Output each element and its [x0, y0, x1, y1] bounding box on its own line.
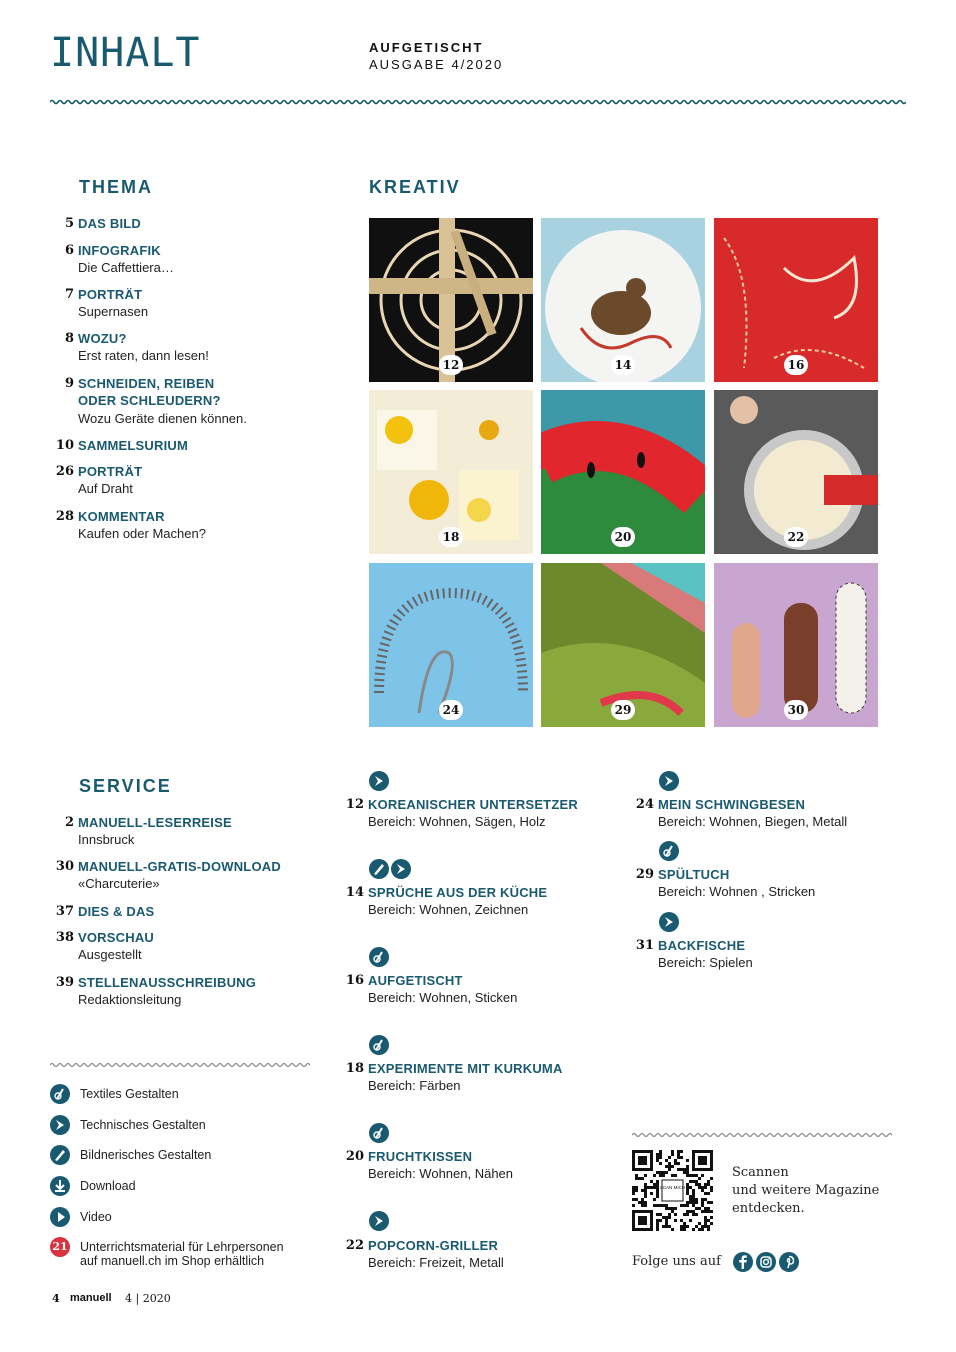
bildnerisches-icon — [369, 859, 389, 879]
page-number: 7 — [64, 287, 74, 302]
photo-page-badge: 18 — [439, 527, 463, 547]
photo-page-badge: 24 — [439, 700, 463, 720]
page-number: 16 — [345, 973, 364, 988]
entry-subtitle: Bereich: Spielen — [658, 955, 753, 970]
entry-title: INFOGRAFIK — [78, 243, 161, 258]
page-number: 31 — [635, 938, 654, 953]
unterricht-icon: 21 — [50, 1237, 70, 1257]
entry-title: DAS BILD — [78, 216, 141, 231]
page-number: 30 — [55, 859, 74, 874]
legend-divider — [50, 1062, 310, 1068]
photo-page-badge: 14 — [611, 355, 635, 375]
entry-title: DIES & DAS — [78, 904, 155, 919]
entry-subtitle: Supernasen — [78, 304, 149, 319]
entry-subtitle: Die Caffettiera… — [78, 260, 174, 275]
entry-subtitle: Bereich: Wohnen, Zeichnen — [368, 902, 529, 917]
photo-sprueche[interactable] — [541, 218, 705, 382]
entry-subtitle: Kaufen oder Machen? — [78, 526, 206, 541]
page-number: 29 — [635, 867, 654, 882]
header-divider — [50, 99, 906, 105]
legend-label: Technisches Gestalten — [80, 1118, 206, 1132]
entry-title: SAMMELSURIUM — [78, 438, 189, 453]
entry-subtitle: Ausgestellt — [78, 947, 142, 962]
entry-subtitle: Bereich: Wohnen , Stricken — [658, 884, 816, 899]
page-number: 38 — [55, 930, 74, 945]
textiles-icon — [369, 1035, 389, 1055]
legend-label: Download — [80, 1179, 136, 1193]
photo-fruchtkissen[interactable] — [541, 390, 705, 554]
qr-scan-label: SCAN MICH — [659, 1185, 686, 1190]
entry-subtitle: Bereich: Freizeit, Metall — [368, 1255, 504, 1270]
page-number: 9 — [64, 376, 74, 391]
page-number: 10 — [55, 438, 74, 453]
page-number: 6 — [64, 243, 74, 258]
footer-brand: manuell — [70, 1292, 112, 1304]
page-number: 12 — [345, 797, 364, 812]
qr-line1: Scannen — [732, 1165, 789, 1180]
photo-untersetzer[interactable] — [369, 218, 533, 382]
photo-spueltuch[interactable] — [541, 563, 705, 727]
technisches-icon — [50, 1115, 70, 1135]
pinterest-icon[interactable] — [779, 1252, 799, 1272]
textiles-icon — [659, 841, 679, 861]
entry-title-line2: ODER SCHLEUDERN? — [78, 393, 221, 408]
photo-schwingbesen[interactable] — [369, 563, 533, 727]
technisches-icon — [391, 859, 411, 879]
textiles-icon — [369, 1123, 389, 1143]
entry-title: SPÜLTUCH — [658, 867, 730, 882]
photo-page-badge: 20 — [611, 527, 635, 547]
page-number: 5 — [64, 216, 74, 231]
page-title: INHALT — [50, 30, 201, 76]
qr-code[interactable] — [632, 1150, 713, 1231]
entry-title: MEIN SCHWINGBESEN — [658, 797, 806, 812]
technisches-icon — [369, 771, 389, 791]
entry-title: WOZU? — [78, 331, 127, 346]
entry-title: PORTRÄT — [78, 287, 143, 302]
technisches-icon — [659, 771, 679, 791]
page-number: 18 — [345, 1061, 364, 1076]
bildnerisches-icon — [50, 1145, 70, 1165]
textiles-icon — [50, 1084, 70, 1104]
entry-subtitle: Wozu Geräte dienen können. — [78, 411, 247, 426]
service-heading: SERVICE — [79, 776, 172, 796]
entry-subtitle: Bereich: Wohnen, Nähen — [368, 1166, 514, 1181]
legend-label-line2: auf manuell.ch im Shop erhältlich — [80, 1254, 265, 1268]
photo-kurkuma[interactable] — [369, 390, 533, 554]
entry-title: AUFGETISCHT — [368, 973, 463, 988]
photo-page-badge: 30 — [784, 700, 808, 720]
page-number: 24 — [635, 797, 654, 812]
page-number: 8 — [64, 331, 74, 346]
footer-page-number: 4 — [52, 1292, 60, 1305]
photo-page-badge: 16 — [784, 355, 808, 375]
instagram-icon[interactable] — [756, 1252, 776, 1272]
legend-label: Textiles Gestalten — [80, 1087, 179, 1101]
entry-subtitle: Bereich: Wohnen, Sticken — [368, 990, 518, 1005]
legend-label: Video — [80, 1210, 112, 1224]
legend-label: Bildnerisches Gestalten — [80, 1148, 212, 1162]
page-number: 22 — [345, 1238, 364, 1253]
issue-label: AUSGABE 4/2020 — [369, 57, 504, 72]
entry-subtitle: Bereich: Wohnen, Biegen, Metall — [658, 814, 848, 829]
follow-label: Folge uns auf — [632, 1254, 721, 1269]
entry-title: FRUCHTKISSEN — [368, 1149, 473, 1164]
page-number: 2 — [64, 815, 74, 830]
page-number: 20 — [345, 1149, 364, 1164]
magazine-name: AUFGETISCHT — [369, 40, 484, 55]
page-number: 14 — [345, 885, 364, 900]
qr-line2: und weitere Magazine — [732, 1183, 880, 1198]
page-number: 39 — [55, 975, 74, 990]
entry-subtitle: Auf Draht — [78, 481, 133, 496]
entry-title: BACKFISCHE — [658, 938, 746, 953]
entry-title: STELLENAUSSCHREIBUNG — [78, 975, 257, 990]
qr-line3: entdecken. — [732, 1201, 805, 1216]
entry-title: VORSCHAU — [78, 930, 154, 945]
photo-aufgetischt[interactable] — [714, 218, 878, 382]
footer-issue: 4 | 2020 — [125, 1292, 171, 1305]
entry-title: SPRÜCHE AUS DER KÜCHE — [368, 885, 548, 900]
thema-heading: THEMA — [79, 177, 153, 197]
technisches-icon — [369, 1211, 389, 1231]
photo-page-badge: 29 — [611, 700, 635, 720]
textiles-icon — [369, 947, 389, 967]
download-icon — [50, 1176, 70, 1196]
entry-title: KOREANISCHER UNTERSETZER — [368, 797, 578, 812]
photo-page-badge: 22 — [784, 527, 808, 547]
entry-subtitle: Bereich: Wohnen, Sägen, Holz — [368, 814, 546, 829]
video-icon — [50, 1207, 70, 1227]
kreativ-heading: KREATIV — [369, 177, 461, 197]
photo-charcuterie[interactable] — [714, 563, 878, 727]
entry-subtitle: Bereich: Färben — [368, 1078, 461, 1093]
entry-title: MANUELL-GRATIS-DOWNLOAD — [78, 859, 281, 874]
entry-title: POPCORN-GRILLER — [368, 1238, 499, 1253]
entry-title: EXPERIMENTE MIT KURKUMA — [368, 1061, 563, 1076]
entry-subtitle: Erst raten, dann lesen! — [78, 348, 209, 363]
entry-title: KOMMENTAR — [78, 509, 165, 524]
entry-title: PORTRÄT — [78, 464, 143, 479]
photo-popcorn[interactable] — [714, 390, 878, 554]
entry-title: SCHNEIDEN, REIBEN — [78, 376, 215, 391]
legend-label: Unterrichtsmaterial für Lehrpersonen — [80, 1240, 284, 1254]
facebook-icon[interactable] — [733, 1252, 753, 1272]
qr-text — [732, 1164, 879, 1218]
entry-subtitle: Innsbruck — [78, 832, 135, 847]
page-number: 28 — [55, 509, 74, 524]
photo-page-badge: 12 — [439, 355, 463, 375]
qr-divider — [632, 1132, 892, 1138]
technisches-icon — [659, 912, 679, 932]
page-number: 26 — [55, 464, 74, 479]
entry-subtitle: «Charcuterie» — [78, 876, 160, 891]
page-number: 37 — [55, 904, 74, 919]
entry-subtitle: Redaktionsleitung — [78, 992, 182, 1007]
entry-title: MANUELL-LESERREISE — [78, 815, 232, 830]
